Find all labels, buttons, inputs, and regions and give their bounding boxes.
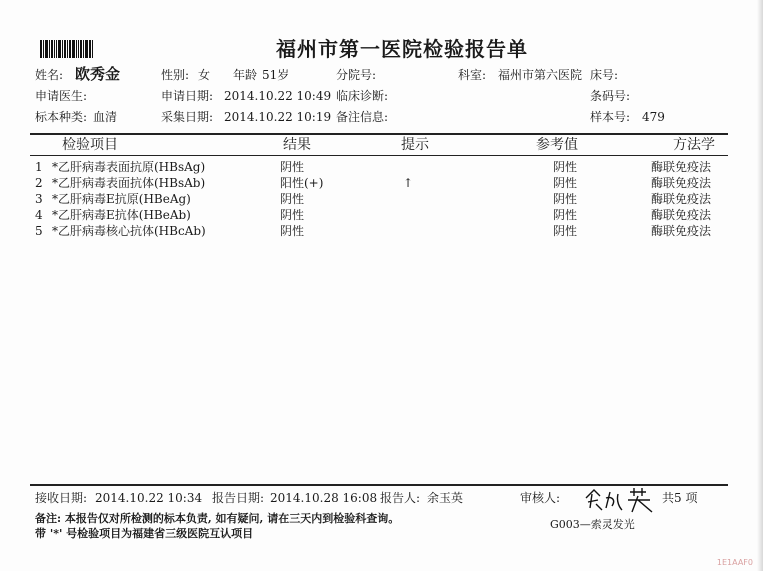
sample-label: 样本号: [590,110,631,124]
row-result: 阴性 [280,192,305,206]
row-ref: 阴性 [553,224,578,238]
barcode-graphic [40,40,112,58]
row-ref: 阴性 [553,160,578,174]
collect-date-label: 采集日期: [161,110,214,124]
row-ref: 阴性 [553,176,578,190]
note-line-1: 备注: 本报告仅对所检测的标本负责, 如有疑问, 请在三天内到检验科查询。 [35,512,400,525]
barcode-label: 条码号: [590,89,631,103]
row-result: 阴性 [280,208,305,222]
name-label: 姓名: [35,68,64,82]
row-ref: 阴性 [553,192,578,206]
specimen-label: 标本种类: [35,110,88,124]
row-number: 4 [35,208,43,222]
age-label: 年龄 [233,68,258,82]
row-method: 酶联免疫法 [651,224,712,238]
reporter-value: 余玉英 [427,491,464,505]
reporter-label: 报告人: [380,491,421,505]
specimen-value: 血清 [93,110,118,124]
row-number: 1 [35,160,43,174]
patient-name: 欧秀金 [75,65,121,83]
reviewer-code: G003—索灵发光 [550,518,635,531]
receive-date-label: 接收日期: [35,491,88,505]
sex-value: 女 [198,68,211,82]
row-number: 5 [35,224,43,238]
row-method: 酶联免疫法 [651,192,712,206]
watermark: 1E1AAF0 [716,558,753,567]
diagnosis-label: 临床诊断: [336,89,389,103]
row-method: 酶联免疫法 [651,176,712,190]
col-header-method: 方法学 [673,137,715,153]
row-result: 阳性(+) [280,176,324,190]
collect-date-value: 2014.10.22 10:19 [224,110,332,124]
row-item: *乙肝病毒核心抗体(HBcAb) [52,224,206,238]
row-item: *乙肝病毒表面抗体(HBsAb) [52,176,206,190]
page-edge-shadow [757,0,763,571]
dept-label: 科室: [458,68,487,82]
col-header-item: 检验项目 [62,137,118,153]
table-top-rule [30,133,728,135]
row-method: 酶联免疫法 [651,208,712,222]
sex-label: 性别: [161,68,190,82]
row-result: 阴性 [280,224,305,238]
sample-value: 479 [642,110,665,124]
col-header-result: 结果 [283,137,311,153]
report-date-label: 报告日期: [212,491,265,505]
reviewer-label: 审核人: [520,491,561,505]
total-count: 共5 项 [662,491,698,505]
table-header-rule [30,155,728,156]
row-ref: 阴性 [553,208,578,222]
dept-value: 福州市第六医院 [498,68,583,82]
row-item: *乙肝病毒E抗原(HBeAg) [52,192,191,206]
note-line-2: 带 '*' 号检验项目为福建省三级医院互认项目 [35,527,254,540]
apply-date-label: 申请日期: [161,89,214,103]
row-number: 2 [35,176,43,190]
branch-label: 分院号: [336,68,377,82]
report-title: 福州市第一医院检验报告单 [276,37,528,61]
remark-label: 备注信息: [336,110,389,124]
row-hint-arrow-up-icon: ↑ [403,176,414,190]
bed-label: 床号: [590,68,619,82]
receive-date-value: 2014.10.22 10:34 [95,491,203,505]
row-number: 3 [35,192,43,206]
col-header-ref: 参考值 [536,137,578,153]
row-item: *乙肝病毒E抗体(HBeAb) [52,208,191,222]
col-header-hint: 提示 [401,137,429,153]
report-date-value: 2014.10.28 16:08 [270,491,378,505]
apply-date-value: 2014.10.22 10:49 [224,89,332,103]
row-result: 阴性 [280,160,305,174]
doctor-label: 申请医生: [35,89,88,103]
row-item: *乙肝病毒表面抗原(HBsAg) [52,160,206,174]
row-method: 酶联免疫法 [651,160,712,174]
reviewer-signature [582,486,658,514]
age-value: 51岁 [262,68,290,82]
